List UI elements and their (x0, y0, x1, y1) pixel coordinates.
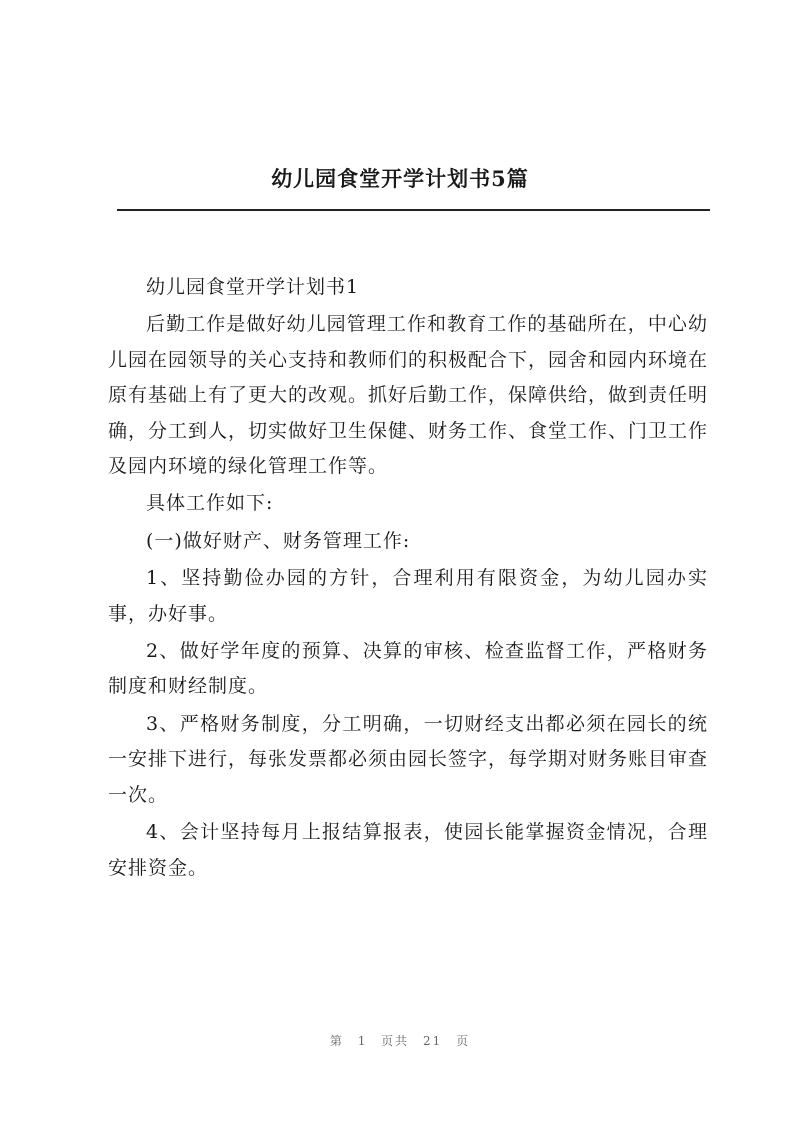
paragraph-details-lead: 具体工作如下: (146, 492, 274, 515)
footer-total-pages: 21 (423, 1034, 443, 1048)
paragraph-intro: 后勤工作是做好幼儿园管理工作和教育工作的基础所在，中心幼儿园在园领导的关心支持和教师们的积极配合下，园舍和园内环境在原有基础上有了更大的改观。抓好后勤工作，保障供给，做到责任明确，分工到人，切实做好卫生保健、财务工作、食堂工作、门卫工作及园内环境的绿化管理工作等。 (108, 313, 709, 478)
footer-page-number: 1 (357, 1034, 368, 1048)
subsection-heading: (一)做好财产、财务管理工作: (146, 529, 411, 552)
footer-suffix: 页 (456, 1034, 471, 1048)
section-heading: 幼儿园食堂开学计划书1 (146, 276, 360, 298)
footer-middle: 页共 (381, 1034, 410, 1048)
page-footer (0, 1032, 800, 1049)
list-item-3: 3、严格财务制度，分工明确，一切财经支出都必须在园长的统一安排下进行，每张发票都必须由园长签字，每学期对财务账目审查一次。 (108, 712, 709, 806)
document-title: 幼儿园食堂开学计划书5篇 (271, 166, 529, 191)
list-item-2: 2、做好学年度的预算、决算的审核、检查监督工作，严格财务制度和财经制度。 (108, 640, 708, 698)
title-divider (117, 209, 710, 211)
list-item-4: 4、会计坚持每月上报结算报表，使园长能掌握资金情况，合理安排资金。 (108, 821, 708, 879)
footer-prefix: 第 (329, 1034, 344, 1048)
document-body (108, 270, 708, 888)
list-item-1: 1、坚持勤俭办园的方针，合理利用有限资金，为幼儿园办实事，办好事。 (108, 567, 708, 625)
